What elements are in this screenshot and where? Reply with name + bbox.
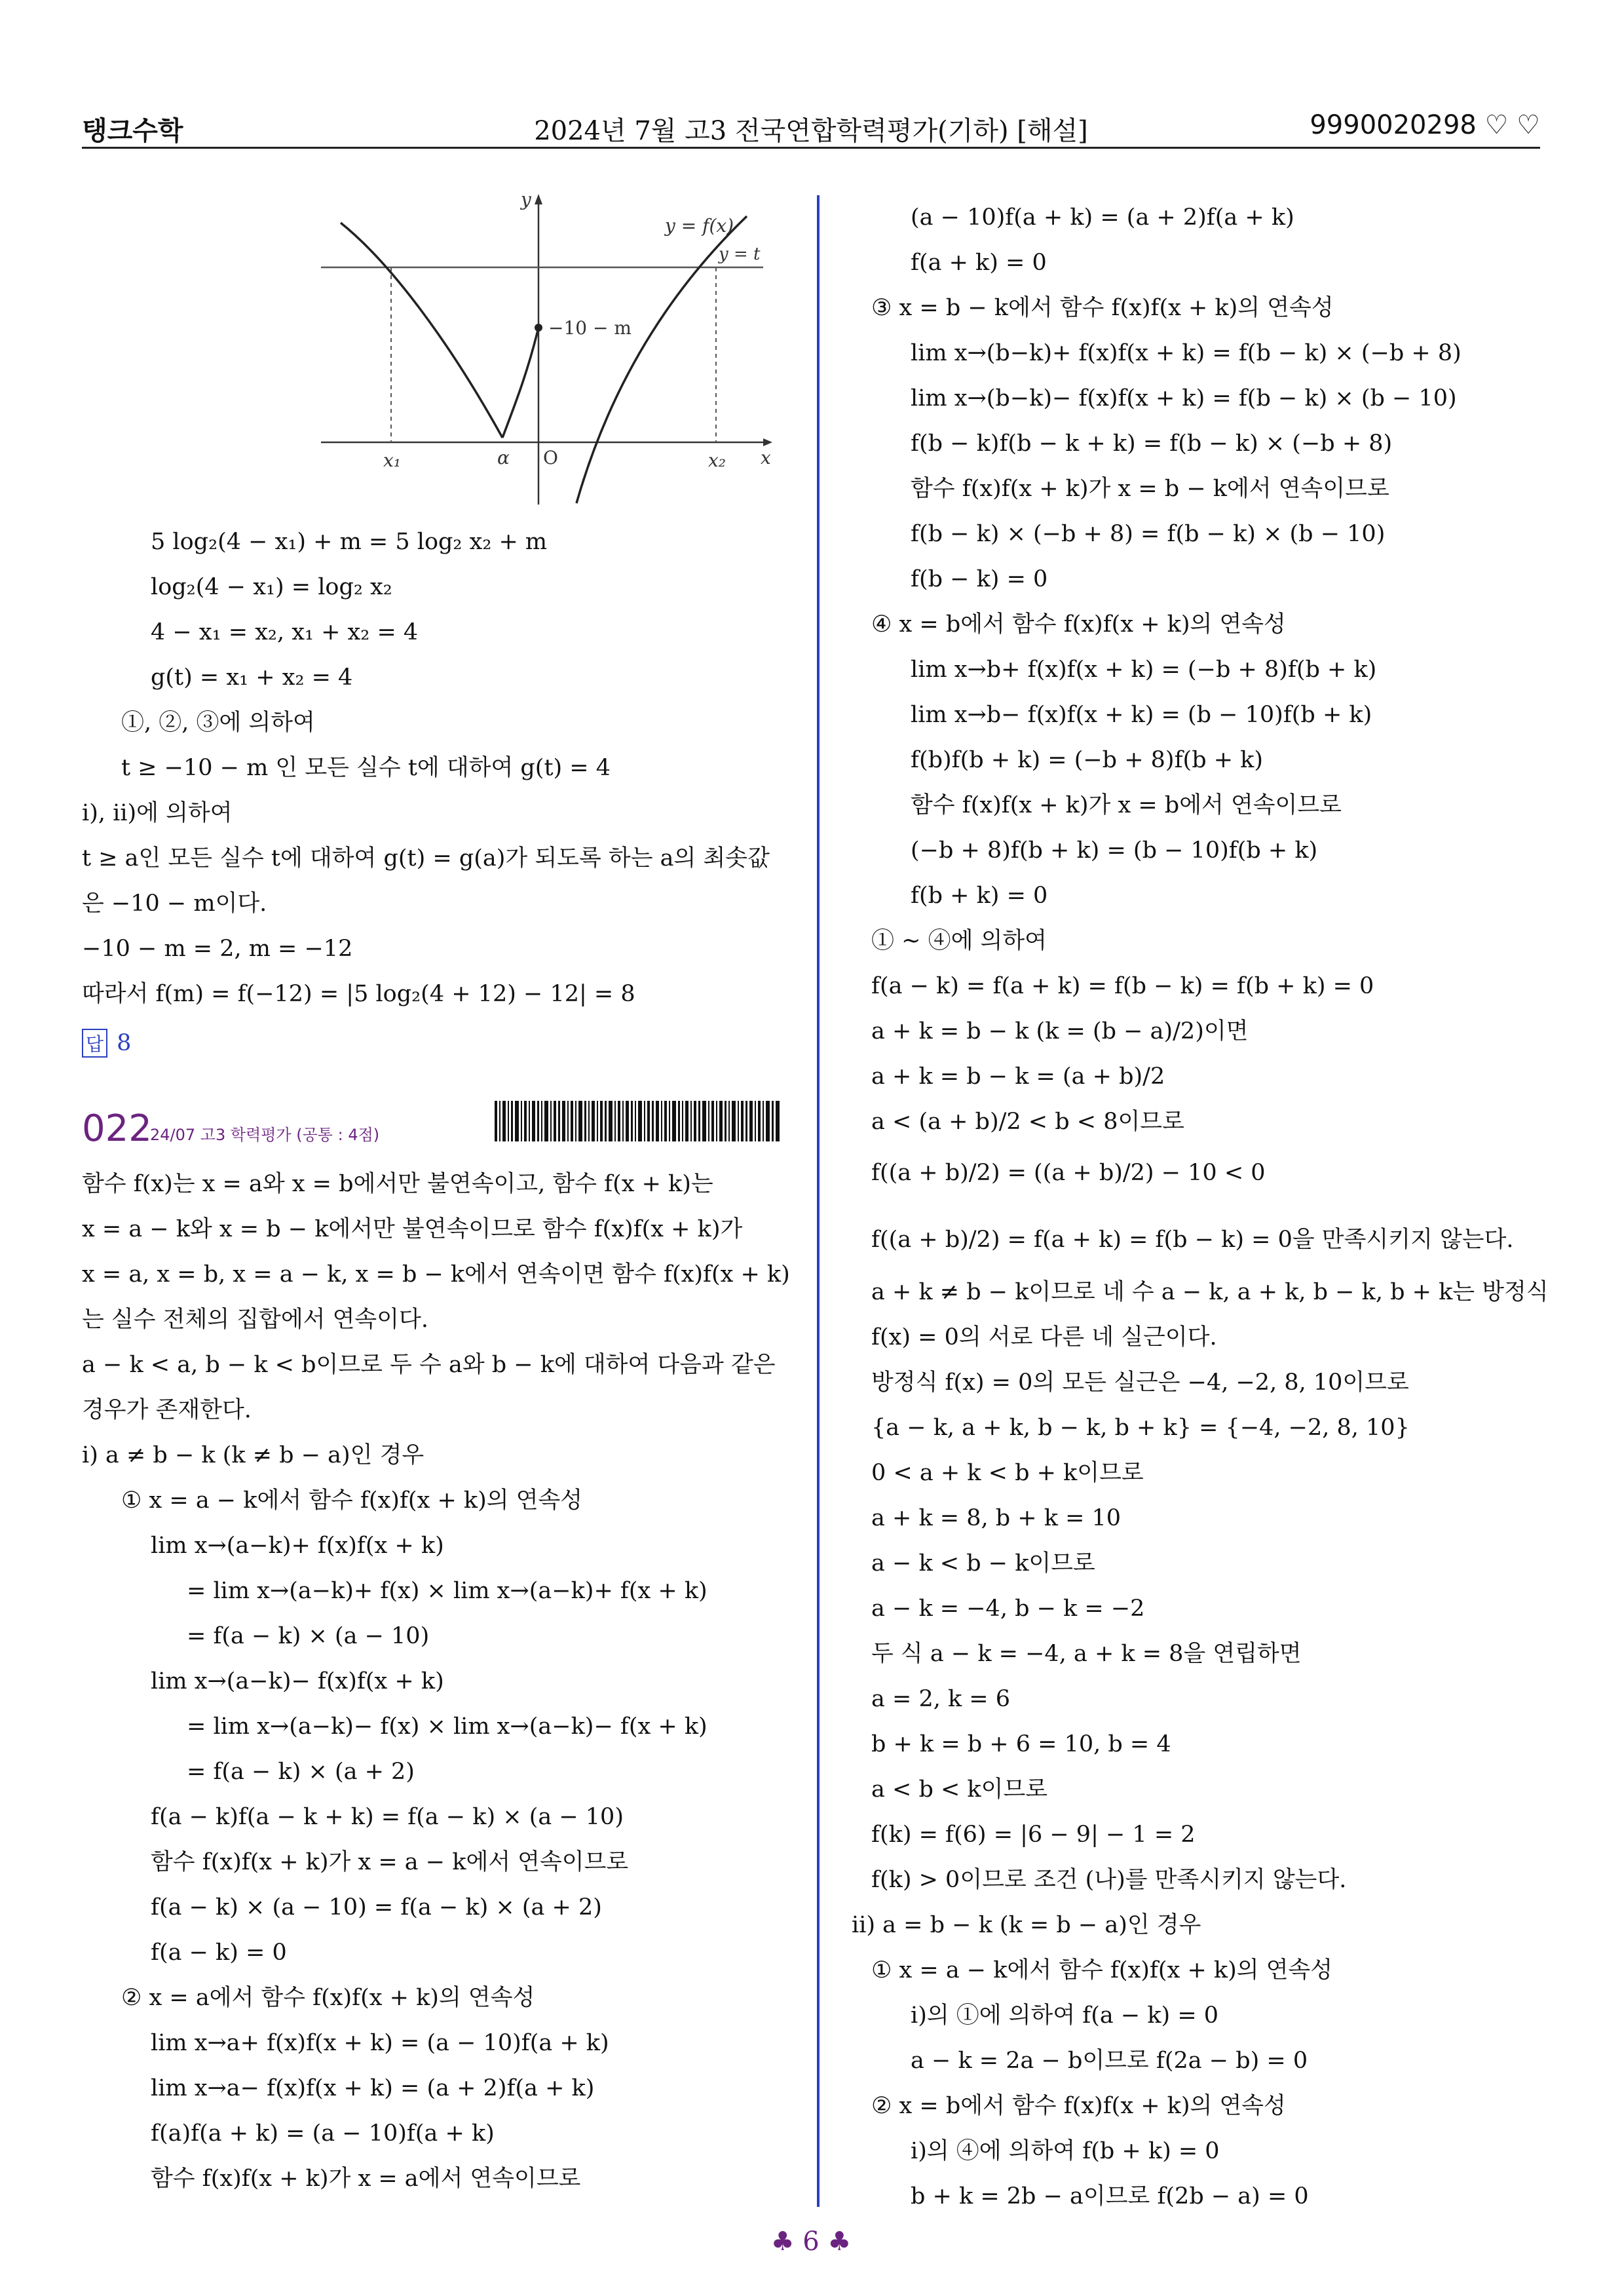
answer-value: 8	[117, 1030, 132, 1056]
text-line: 5 log₂(4 − x₁) + m = 5 log₂ x₂ + m	[151, 529, 548, 555]
text-line: ⅱ) a = b − k (k = b − a)인 경우	[852, 1912, 1201, 1938]
text-line: f(b − k) = 0	[911, 566, 1048, 592]
page-number: ♣ 6 ♣	[770, 2227, 852, 2257]
text-line: = f(a − k) × (a − 10)	[187, 1623, 430, 1649]
barcode	[495, 1101, 780, 1141]
text-line: 는 실수 전체의 집합에서 연속이다.	[82, 1307, 428, 1333]
text-line: 함수 f(x)f(x + k)가 x = b에서 연속이므로	[911, 792, 1342, 818]
text-line: lim x→a+ f(x)f(x + k) = (a − 10)f(a + k)	[151, 2030, 609, 2056]
origin-label: O	[543, 447, 558, 469]
text-line: a = 2, k = 6	[871, 1686, 1011, 1712]
text-line: b + k = 2b − a이므로 f(2b − a) = 0	[911, 2183, 1309, 2210]
text-line: a − k < b − k이므로	[871, 1550, 1095, 1577]
text-line: a − k = −4, b − k = −2	[871, 1596, 1145, 1622]
text-line: t ≥ a인 모든 실수 t에 대하여 g(t) = g(a)가 되도록 하는 a의 최솟값	[82, 845, 770, 871]
text-line: a + k = 8, b + k = 10	[871, 1505, 1122, 1531]
text-line: log₂(4 − x₁) = log₂ x₂	[151, 574, 392, 600]
y-axis-label: y	[521, 190, 531, 210]
text-line: f(a − k) × (a − 10) = f(a − k) × (a + 2)	[151, 1894, 602, 1921]
text-line: f(b − k) × (−b + 8) = f(b − k) × (b − 10)	[911, 521, 1386, 547]
x-axis-arrow	[763, 438, 772, 446]
text-line: x = a, x = b, x = a − k, x = b − k에서 연속이면 함수 f(x)f(x + k)	[82, 1261, 790, 1288]
text-line: a < b < k이므로	[871, 1776, 1048, 1803]
function-graph	[239, 190, 776, 505]
text-line: a + k = b − k = (a + b)/2	[871, 1063, 1165, 1090]
x2-label: x₂	[708, 450, 726, 471]
question-number: 022	[82, 1107, 152, 1150]
text-line: x = a − k와 x = b − k에서만 불연속이므로 함수 f(x)f(x + k)가	[82, 1216, 743, 1242]
point-label: −10 − m	[548, 317, 632, 339]
text-line: f(k) > 0이므로 조건 (나)를 만족시키지 않는다.	[871, 1867, 1347, 1893]
text-line: ⅰ) a ≠ b − k (k ≠ b − a)인 경우	[82, 1442, 424, 1468]
text-line: ④ x = b에서 함수 f(x)f(x + k)의 연속성	[871, 611, 1286, 638]
text-line: f(k) = f(6) = |6 − 9| − 1 = 2	[871, 1822, 1196, 1848]
text-line: lim x→a− f(x)f(x + k) = (a + 2)f(a + k)	[151, 2075, 595, 2101]
text-line: 따라서 f(m) = f(−12) = |5 log₂(4 + 12) − 12| = 8	[82, 981, 635, 1007]
text-line: lim x→b+ f(x)f(x + k) = (−b + 8)f(b + k)	[911, 657, 1377, 683]
header-rule	[82, 147, 1540, 149]
text-line: (−b + 8)f(b + k) = (b − 10)f(b + k)	[911, 837, 1318, 864]
text-line: = lim x→(a−k)− f(x) × lim x→(a−k)− f(x + k)	[187, 1713, 707, 1740]
text-line: f(a − k) = 0	[151, 1940, 287, 1966]
text-line: (a − 10)f(a + k) = (a + 2)f(a + k)	[911, 204, 1294, 231]
brand-name: 탱크수학	[82, 116, 183, 146]
text-line: ③ x = b − k에서 함수 f(x)f(x + k)의 연속성	[871, 295, 1334, 321]
text-line: f(a + k) = 0	[911, 250, 1047, 276]
text-line: lim x→(a−k)+ f(x)f(x + k)	[151, 1533, 444, 1559]
y-axis-arrow	[535, 194, 542, 204]
text-line: f(a − k) = f(a + k) = f(b − k) = f(b + k) = 0	[871, 973, 1374, 999]
curve-label: y = f(x)	[665, 215, 734, 237]
text-line: 은 −10 − m이다.	[82, 890, 267, 917]
text-line: 함수 f(x)f(x + k)가 x = b − k에서 연속이므로	[911, 476, 1389, 502]
text-line: = f(a − k) × (a + 2)	[187, 1759, 415, 1785]
text-line: 함수 f(x)f(x + k)가 x = a − k에서 연속이므로	[151, 1849, 629, 1875]
curve-left-branch	[341, 223, 502, 438]
text-line: ② x = a에서 함수 f(x)f(x + k)의 연속성	[121, 1985, 535, 2011]
text-line: ② x = b에서 함수 f(x)f(x + k)의 연속성	[871, 2093, 1286, 2119]
text-line: 함수 f(x)f(x + k)가 x = a에서 연속이므로	[151, 2166, 581, 2192]
answer-label: 답	[82, 1029, 107, 1058]
text-line: {a − k, a + k, b − k, b + k} = {−4, −2, 8, 10}	[871, 1415, 1410, 1441]
text-line: = lim x→(a−k)+ f(x) × lim x→(a−k)+ f(x + k)	[187, 1578, 707, 1604]
page-header	[82, 110, 1540, 149]
text-line: ①, ②, ③에 의하여	[121, 710, 315, 736]
text-line: f(b + k) = 0	[911, 883, 1048, 909]
curve-middle-piece	[502, 328, 538, 438]
text-line: ① ~ ④에 의하여	[871, 928, 1047, 954]
text-line: f((a + b)/2) = ((a + b)/2) − 10 < 0	[871, 1160, 1266, 1186]
text-line: −10 − m = 2, m = −12	[82, 936, 353, 962]
text-line: lim x→(a−k)− f(x)f(x + k)	[151, 1668, 444, 1694]
text-line: a − k < a, b − k < b이므로 두 수 a와 b − k에 대하여 다음과 같은	[82, 1352, 776, 1378]
text-line: a − k = 2a − b이므로 f(2a − b) = 0	[911, 2048, 1308, 2074]
text-line: t ≥ −10 − m 인 모든 실수 t에 대하여 g(t) = 4	[121, 755, 611, 781]
text-line: f(b − k)f(b − k + k) = f(b − k) × (−b + 8)	[911, 430, 1393, 457]
text-line: a < (a + b)/2 < b < 8이므로	[871, 1109, 1184, 1135]
column-divider	[817, 195, 820, 2207]
text-line: f((a + b)/2) = f(a + k) = f(b − k) = 0을 만족시키지 않는다.	[871, 1227, 1514, 1253]
text-line: ① x = a − k에서 함수 f(x)f(x + k)의 연속성	[121, 1487, 583, 1514]
text-line: ⅰ)의 ①에 의하여 f(a − k) = 0	[911, 2002, 1219, 2029]
text-line: ⅰ)의 ④에 의하여 f(b + k) = 0	[911, 2138, 1220, 2164]
line-label: y = t	[719, 244, 761, 264]
document-title: 2024년 7월 고3 전국연합학력평가(기하) [해설]	[534, 116, 1088, 146]
text-line: lim x→(b−k)− f(x)f(x + k) = f(b − k) × (b − 10)	[911, 385, 1457, 411]
alpha-label: α	[497, 447, 510, 469]
text-line: ① x = a − k에서 함수 f(x)f(x + k)의 연속성	[871, 1957, 1333, 1983]
text-line: 방정식 f(x) = 0의 모든 실근은 −4, −2, 8, 10이므로	[871, 1369, 1409, 1396]
answer	[82, 1029, 131, 1058]
text-line: 0 < a + k < b + k이므로	[871, 1460, 1144, 1486]
text-line: f(x) = 0의 서로 다른 네 실근이다.	[871, 1324, 1217, 1350]
text-line: lim x→b− f(x)f(x + k) = (b − 10)f(b + k)	[911, 702, 1372, 728]
text-line: 함수 f(x)는 x = a와 x = b에서만 불연속이고, 함수 f(x + k)는	[82, 1171, 713, 1197]
text-line: a + k ≠ b − k이므로 네 수 a − k, a + k, b − k, b + k는 방정식	[871, 1279, 1549, 1305]
text-line: f(a − k)f(a − k + k) = f(a − k) × (a − 10)	[151, 1804, 624, 1830]
text-line: a + k = b − k (k = (b − a)/2)이면	[871, 1018, 1249, 1044]
text-line: b + k = b + 6 = 10, b = 4	[871, 1731, 1171, 1757]
text-line: g(t) = x₁ + x₂ = 4	[151, 664, 353, 691]
text-line: f(b)f(b + k) = (−b + 8)f(b + k)	[911, 747, 1264, 773]
text-line: lim x→(b−k)+ f(x)f(x + k) = f(b − k) × (−b + 8)	[911, 340, 1462, 366]
x-axis-label: x	[761, 447, 771, 469]
document-id: 9990020298 ♡ ♡	[1310, 110, 1540, 140]
text-line: 두 식 a − k = −4, a + k = 8을 연립하면	[871, 1641, 1302, 1667]
text-line: ⅰ), ⅱ)에 의하여	[82, 800, 233, 826]
text-line: 경우가 존재한다.	[82, 1397, 252, 1423]
text-line: 4 − x₁ = x₂, x₁ + x₂ = 4	[151, 619, 419, 645]
x1-label: x₁	[383, 450, 402, 471]
filled-point	[535, 324, 542, 332]
text-line: f(a)f(a + k) = (a − 10)f(a + k)	[151, 2120, 495, 2147]
question-meta: 24/07 고3 학력평가 (공통 : 4점)	[150, 1126, 380, 1144]
